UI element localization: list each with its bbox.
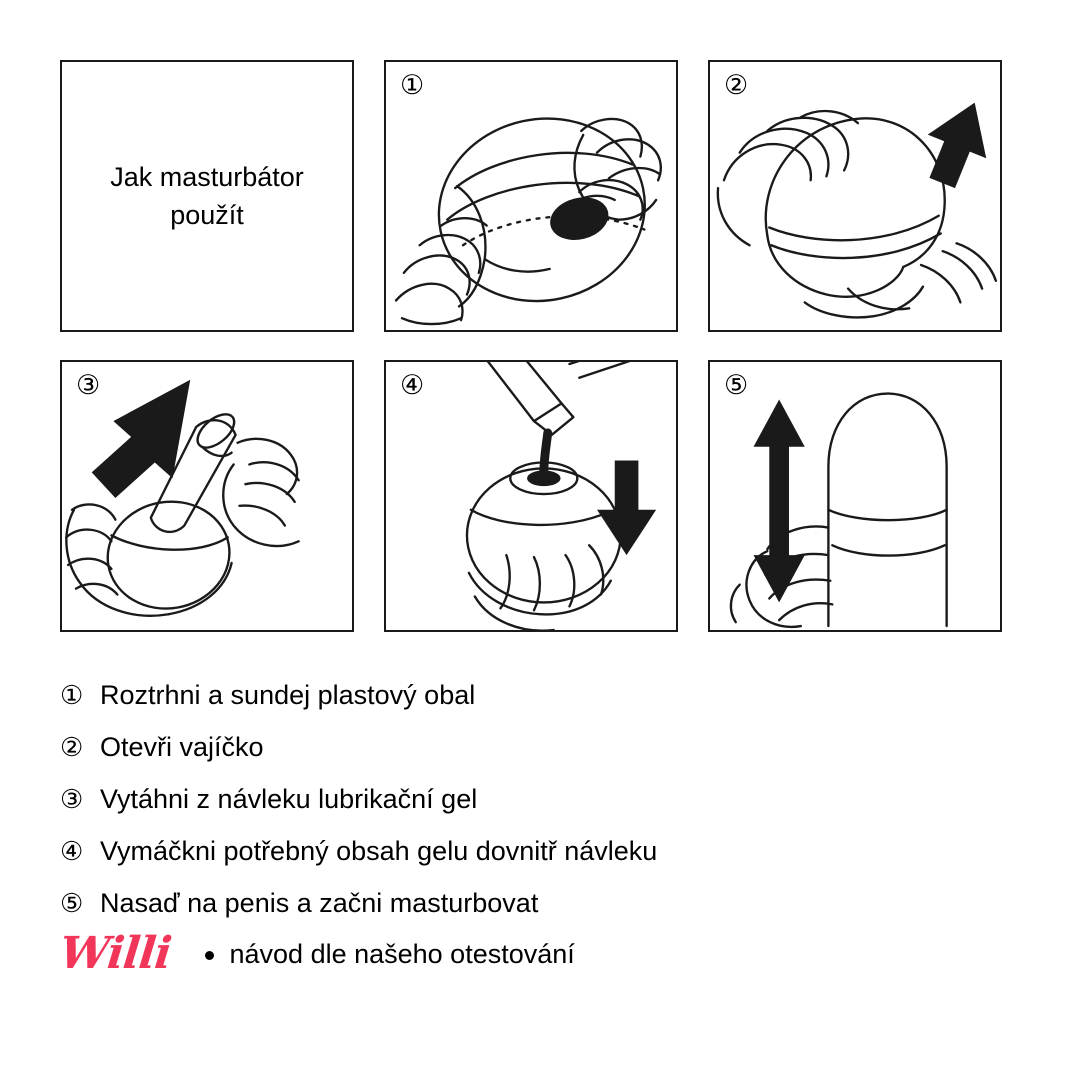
list-item — [60, 834, 1020, 868]
panel-title — [60, 60, 354, 332]
step-marker: ⑤ — [60, 888, 84, 918]
panel-step-4 — [384, 360, 678, 632]
step-text: Roztrhni a sundej plastový obal — [100, 680, 476, 710]
step-marker: ③ — [60, 784, 84, 814]
title-line-2: použít — [170, 200, 244, 230]
panel-step-5 — [708, 360, 1002, 632]
illustration-squeeze-gel — [386, 362, 676, 630]
step-number-1: ① — [400, 70, 425, 100]
footer-note-wrapper — [205, 939, 575, 970]
title-line-1: Jak masturbátor — [110, 161, 304, 192]
panel-step-2 — [708, 60, 1002, 332]
illustration-tear-wrapper — [386, 62, 676, 330]
arrow-up-left-icon — [92, 380, 191, 498]
footer-note-text: návod dle našeho otestování — [229, 938, 575, 969]
arrow-updown-icon — [754, 399, 805, 602]
step-marker: ② — [60, 732, 84, 762]
brand-logo: Willi — [57, 928, 174, 979]
list-item — [60, 678, 1020, 712]
panel-grid — [60, 60, 1008, 632]
step-text: Vytáhni z návleku lubrikační gel — [100, 784, 478, 814]
panel-step-3 — [60, 360, 354, 632]
arrow-up-icon — [913, 91, 1000, 195]
step-number-5: ⑤ — [724, 370, 749, 400]
list-item — [60, 886, 1020, 920]
step-number-2: ② — [724, 70, 749, 100]
footer — [57, 928, 575, 979]
step-number-4: ④ — [400, 370, 425, 400]
step-marker: ① — [60, 680, 84, 710]
step-number-3: ③ — [76, 370, 101, 400]
step-text: Otevři vajíčko — [100, 732, 264, 762]
list-item — [60, 782, 1020, 816]
step-marker: ④ — [60, 836, 84, 866]
step-text: Vymáčkni potřebný obsah gelu dovnitř návleku — [100, 836, 658, 866]
bullet-icon — [205, 951, 214, 960]
illustration-stroke — [710, 362, 1000, 630]
illustration-pull-sleeve — [62, 362, 352, 630]
arrow-down-icon — [597, 461, 656, 556]
panel-step-1 — [384, 60, 678, 332]
list-item — [60, 730, 1020, 764]
step-text: Nasaď na penis a začni masturbovat — [100, 888, 539, 918]
title-text — [88, 158, 326, 235]
illustration-open-egg — [710, 62, 1000, 330]
steps-list — [60, 678, 1020, 938]
